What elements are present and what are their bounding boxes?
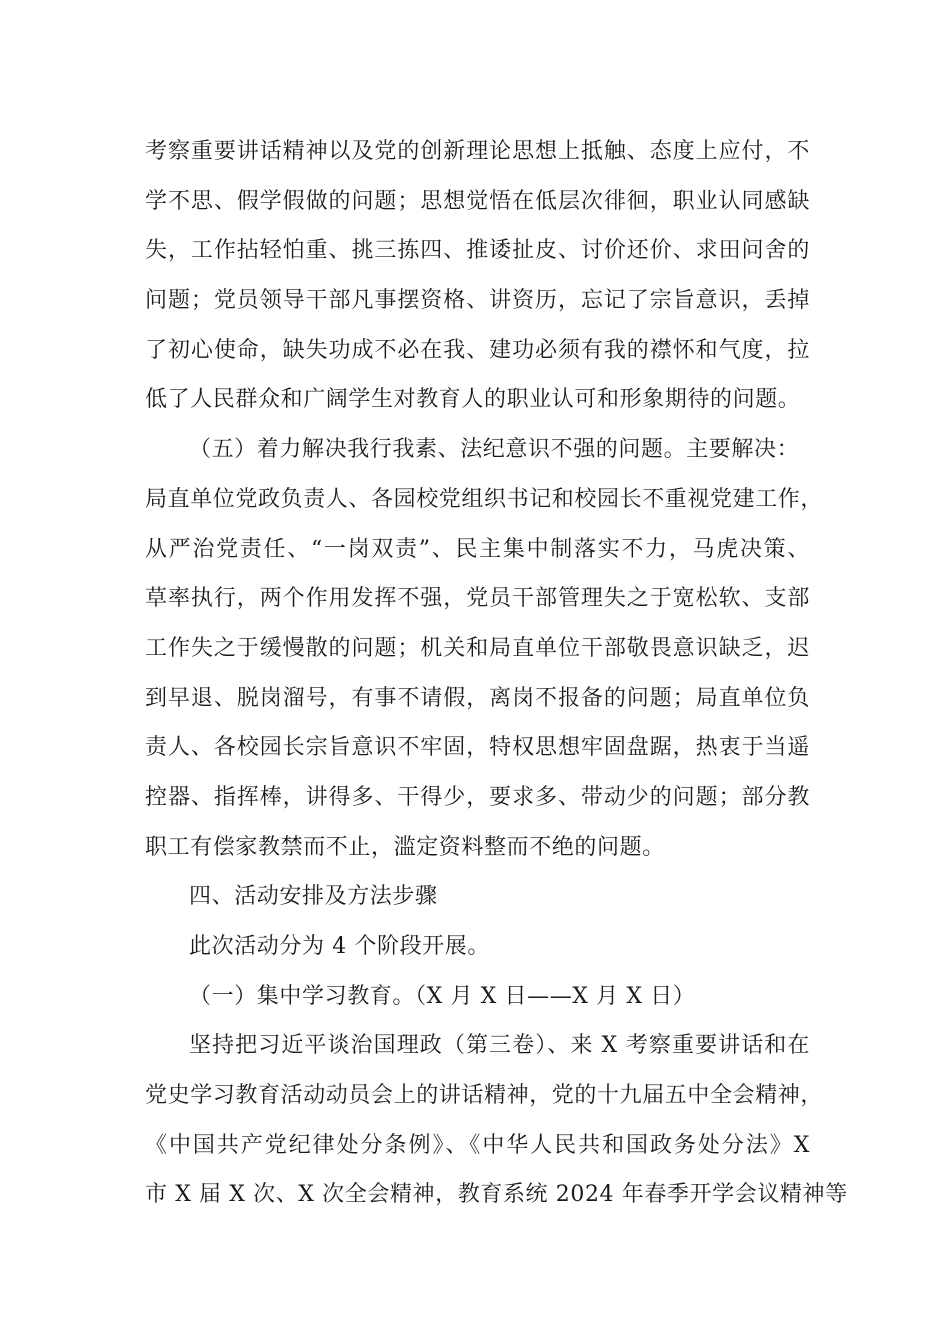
- text-line: 此次活动分为 4 个阶段开展。: [189, 934, 490, 959]
- text-line: 《中国共产党纪律处分条例》、《中华人民共和国政务处分法》X: [145, 1132, 810, 1158]
- text-line: 控器、指挥棒，讲得多、干得少，要求多、带动少的问题；部分教: [145, 784, 810, 810]
- text-line: 学不思、假学假做的问题；思想觉悟在低层次徘徊，职业认同感缺: [145, 188, 810, 214]
- text-line: 工作失之于缓慢散的问题；机关和局直单位干部敬畏意识缺乏，迟: [145, 635, 810, 661]
- text-line: 了初心使命，缺失功成不必在我、建功必须有我的襟怀和气度，拉: [145, 337, 810, 363]
- text-line: 失，工作拈轻怕重、挑三拣四、推诿扯皮、讨价还价、求田问舍的: [145, 238, 810, 264]
- section-heading: 四、活动安排及方法步骤: [189, 884, 438, 910]
- text-line: 到早退、脱岗溜号，有事不请假，离岗不报备的问题；局直单位负: [145, 685, 810, 711]
- text-line: 考察重要讲话精神以及党的创新理论思想上抵触、态度上应付，不: [145, 139, 810, 164]
- subsection-heading: （一）集中学习教育。（X 月 X 日——X 月 X 日）: [189, 983, 696, 1009]
- body-text: [145, 127, 848, 1220]
- text-line: 从严治党责任、“一岗双责”、民主集中制落实不力，马虎决策、: [145, 536, 810, 562]
- text-line: 职工有偿家教禁而不止，滥定资料整而不绝的问题。: [145, 834, 665, 860]
- text-line: 低了人民群众和广阔学生对教育人的职业认可和形象期待的问题。: [145, 387, 801, 413]
- text-line: 党史学习教育活动动员会上的讲话精神，党的十九届五中全会精神，: [145, 1083, 824, 1109]
- text-line: 局直单位党政负责人、各园校党组织书记和校园长不重视党建工作，: [145, 486, 824, 512]
- text-line: 问题；党员领导干部凡事摆资格、讲资历，忘记了宗旨意识，丢掉: [145, 288, 810, 314]
- section-heading: （五）着力解决我行我素、法纪意识不强的问题。主要解决：: [189, 437, 800, 463]
- text-line: 坚持把习近平谈治国理政（第三卷）、来 X 考察重要讲话和在: [189, 1033, 810, 1059]
- text-line: 市 X 届 X 次、X 次全会精神，教育系统 2024 年春季开学会议精神等: [145, 1182, 848, 1208]
- text-line: 草率执行，两个作用发挥不强，党员干部管理失之于宽松软、支部: [145, 586, 810, 612]
- text-line: 责人、各校园长宗旨意识不牢固，特权思想牢固盘踞，热衷于当遥: [145, 735, 810, 761]
